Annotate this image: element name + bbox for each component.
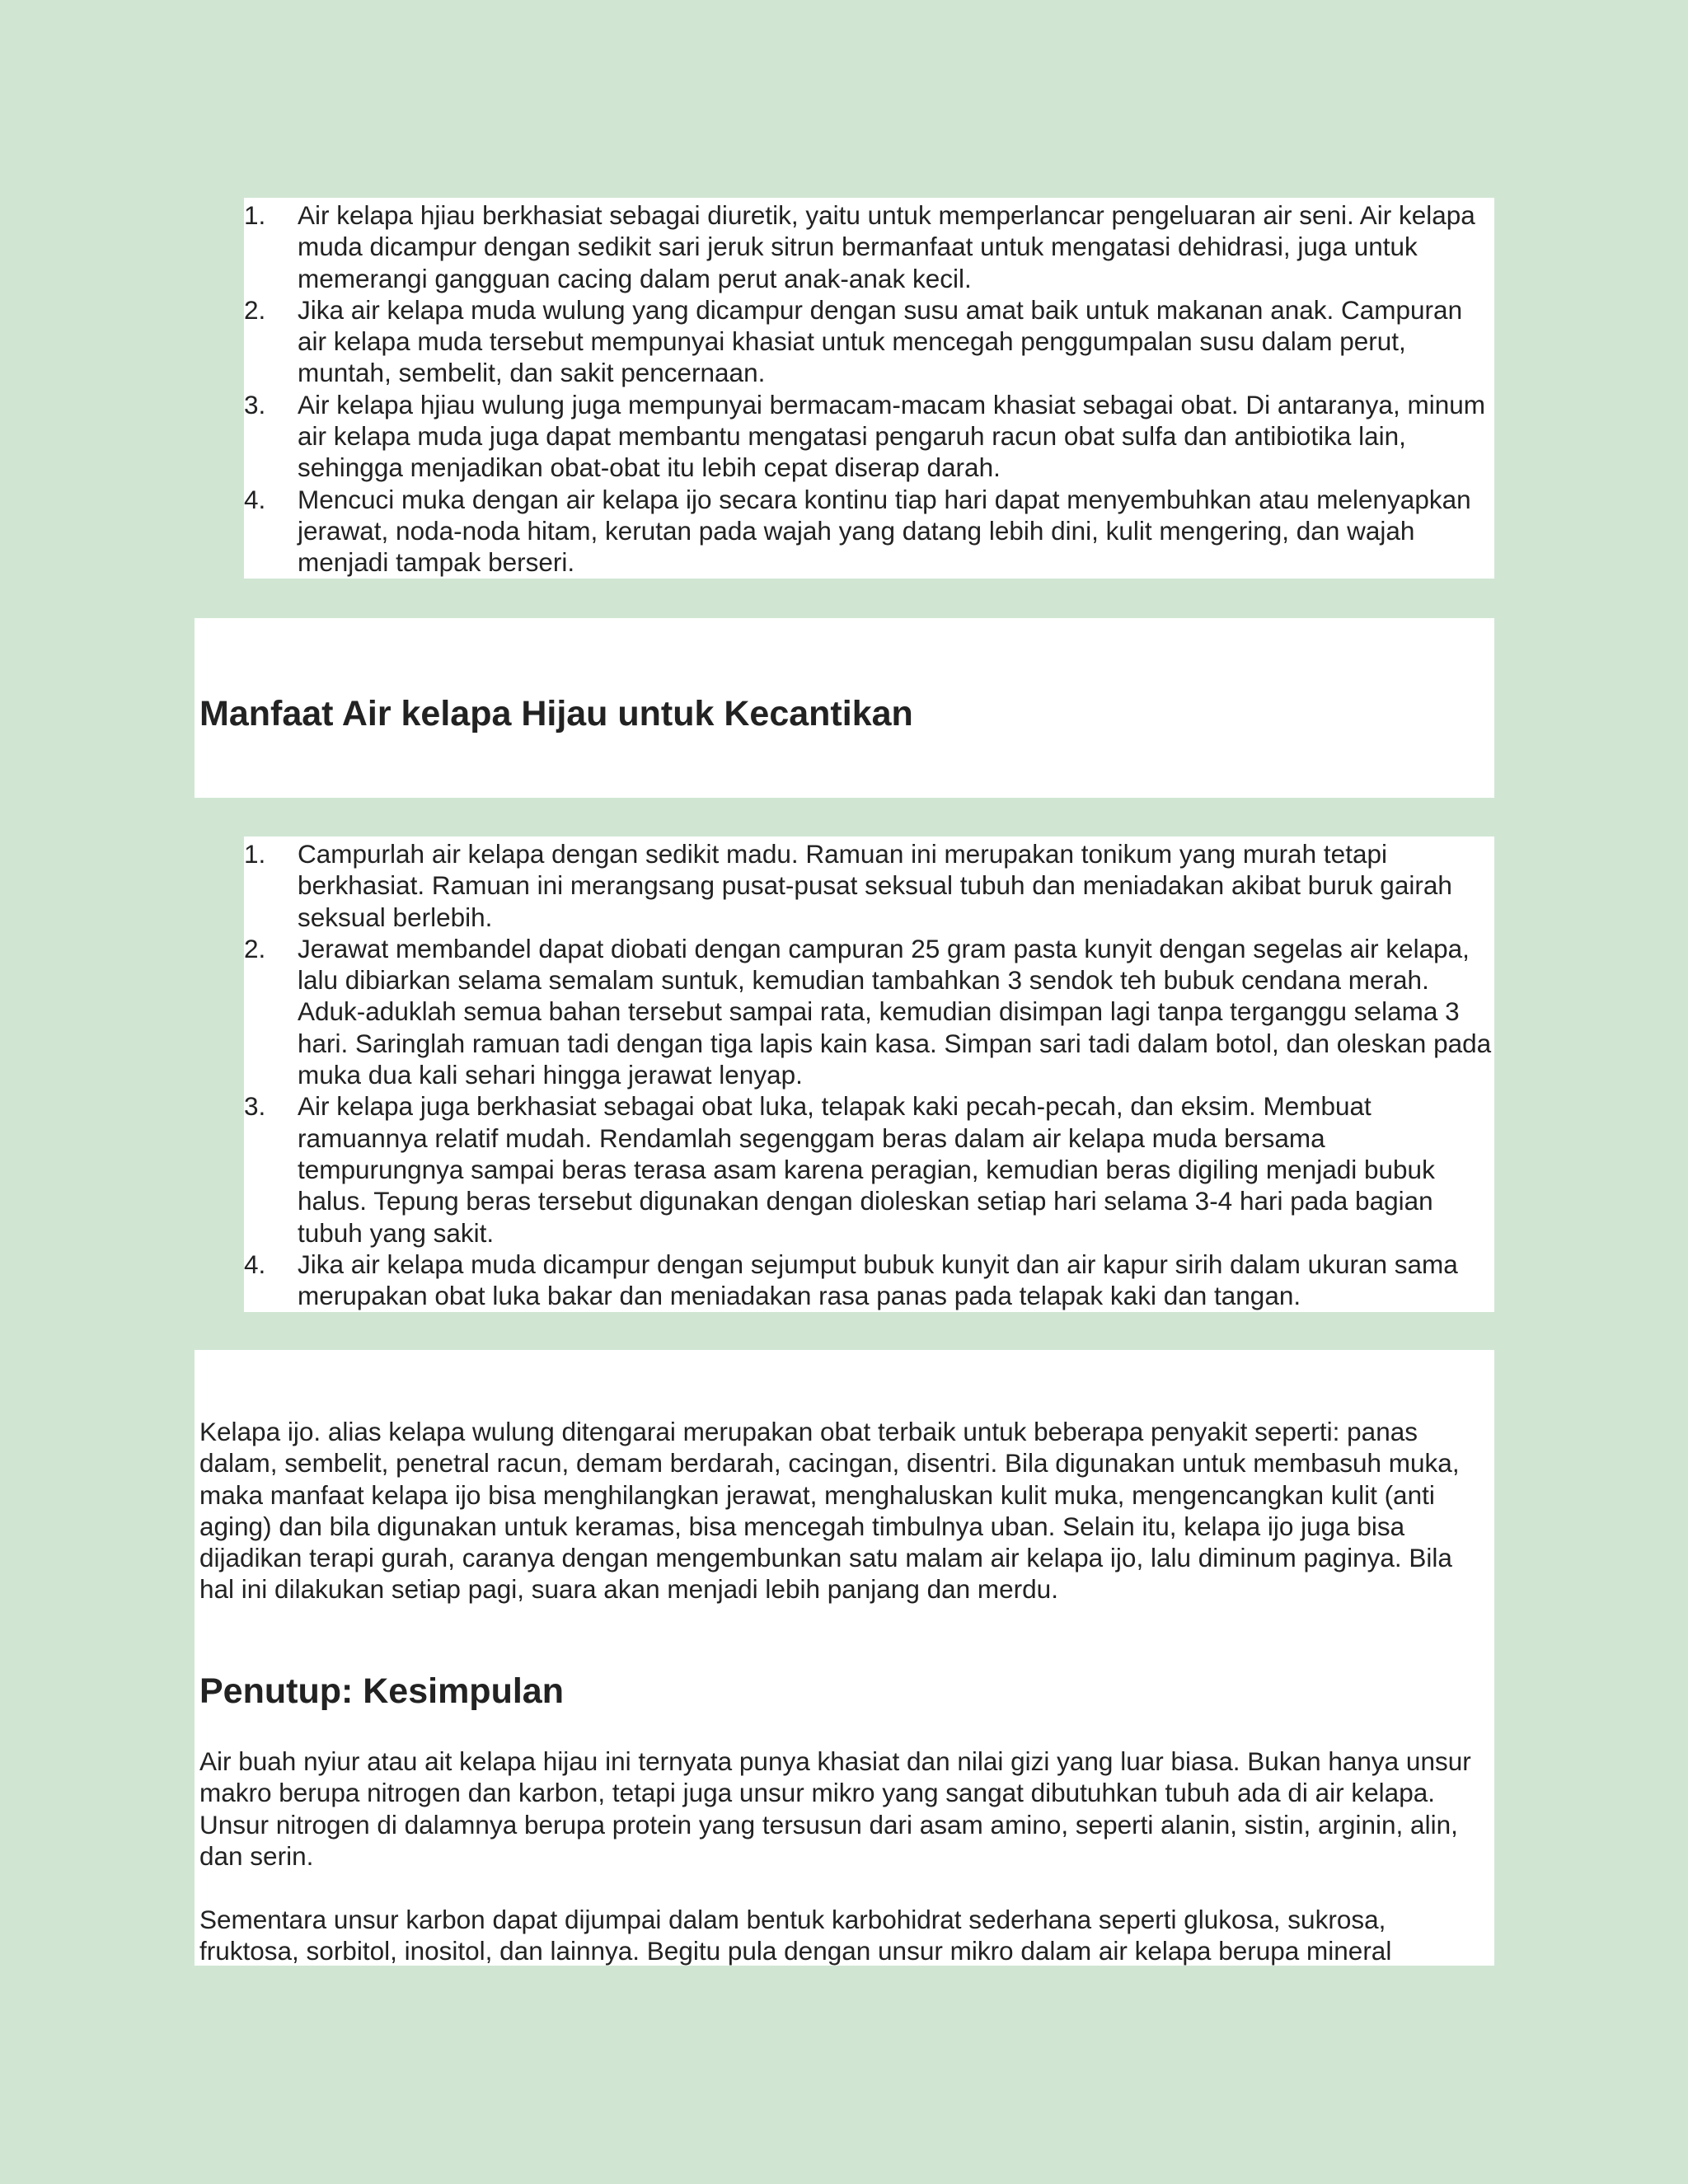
paragraph: Sementara unsur karbon dapat dijumpai dalam bentuk karbohidrat sederhana seperti glukosa, sukrosa, fruktosa, sorbitol, inositol, dan lainnya. Begitu pula dengan unsur mikro dalam air kelapa berupa mineral bbox=[199, 1905, 1392, 1966]
list-item-text: Campurlah air kelapa dengan sedikit madu. Ramuan ini merupakan tonikum yang murah tetapi berkhasiat. Ramuan ini merangsang pusat-pusat seksual tubuh dan meniadakan akibat buruk gairah seksual berlebih. bbox=[298, 839, 1452, 932]
list-item-number: 4. bbox=[244, 1249, 266, 1279]
list-item bbox=[244, 1090, 1494, 1248]
list-item-text: Jika air kelapa muda wulung yang dicampur dengan susu amat baik untuk makanan anak. Campuran air kelapa muda tersebut mempunyai khasiat untuk mencegah penggumpalan susu dalam perut, muntah, sembelit, dan sakit pencernaan. bbox=[298, 294, 1463, 388]
list-item bbox=[244, 199, 1494, 294]
list-item-text: Mencuci muka dengan air kelapa ijo secara kontinu tiap hari dapat menyembuhkan atau melenyapkan jerawat, noda-noda hitam, kerutan pada wajah yang datang lebih dini, kulit mengering, dan wajah menjadi tampak berseri. bbox=[298, 484, 1471, 578]
list-item-number: 2. bbox=[244, 933, 266, 963]
list-item bbox=[244, 294, 1494, 389]
section-heading: Manfaat Air kelapa Hijau untuk Kecantikan bbox=[199, 694, 913, 733]
list-item-number: 2. bbox=[244, 294, 266, 325]
list-item bbox=[244, 838, 1494, 933]
list-item-text: Jerawat membandel dapat diobati dengan campuran 25 gram pasta kunyit dengan segelas air kelapa, lalu dibiarkan selama semalam suntuk, kemudian tambahkan 3 sendok teh bubuk cendana merah. Aduk-aduklah semua bahan tersebut sampai rata, kemudian disimpan lagi tanpa terganggu selama 3 hari. Saringlah ramuan tadi dengan tiga lapis kain kasa. Simpan sari tadi dalam botol, dan oleskan pada muka dua kali sehari hingga jerawat lenyap. bbox=[298, 933, 1492, 1090]
list-item bbox=[244, 1249, 1494, 1312]
list-item bbox=[244, 389, 1494, 484]
health-benefits-list bbox=[244, 198, 1494, 579]
beauty-benefits-list bbox=[244, 837, 1494, 1312]
list-item-number: 1. bbox=[244, 839, 266, 869]
list-item-number: 1. bbox=[244, 200, 266, 230]
list-item-number: 3. bbox=[244, 389, 266, 419]
list-item-text: Jika air kelapa muda dicampur dengan sejumput bubuk kunyit dan air kapur sirih dalam ukuran sama merupakan obat luka bakar dan meniadakan rasa panas pada telapak kaki dan tangan. bbox=[298, 1249, 1458, 1311]
list-item-text: Air kelapa hjiau berkhasiat sebagai diuretik, yaitu untuk memperlancar pengeluaran air seni. Air kelapa muda dicampur dengan sedikit sari jeruk sitrun bermanfaat untuk mengatasi dehidrasi, juga untuk memerangi gangguan cacing dalam perut anak-anak kecil. bbox=[298, 200, 1475, 293]
list-item-text: Air kelapa hjiau wulung juga mempunyai bermacam-macam khasiat sebagai obat. Di antaranya, minum air kelapa muda juga dapat membantu mengatasi pengaruh racun obat sulfa dan antibiotika lain, sehingga menjadikan obat-obat itu lebih cepat diserap darah. bbox=[298, 389, 1485, 483]
paragraph: Kelapa ijo. alias kelapa wulung ditengarai merupakan obat terbaik untuk beberapa penyakit seperti: panas dalam, sembelit, penetral racun, demam berdarah, cacingan, disentri. Bila digunakan untuk membasuh muka, maka manfaat kelapa ijo bisa menghilangkan jerawat, menghaluskan kulit muka, mengencangkan kulit (anti aging) dan bila digunakan untuk keramas, bisa mencegah timbulnya uban. Selain itu, kelapa ijo juga bisa dijadikan terapi gurah, caranya dengan mengembunkan satu malam air kelapa ijo, lalu diminum paginya. Bila hal ini dilakukan setiap pagi, suara akan menjadi lebih panjang dan merdu. bbox=[199, 1417, 1460, 1605]
paragraph: Air buah nyiur atau ait kelapa hijau ini ternyata punya khasiat dan nilai gizi yang luar biasa. Bukan hanya unsur makro berupa nitrogen dan karbon, tetapi juga unsur mikro yang sangat dibutuhkan tubuh ada di air kelapa. Unsur nitrogen di dalamnya berupa protein yang tersusun dari asam amino, seperti alanin, sistin, arginin, alin, dan serin. bbox=[199, 1746, 1471, 1871]
list-item bbox=[244, 933, 1494, 1090]
section-heading-block bbox=[195, 618, 1494, 798]
list-item-text: Air kelapa juga berkhasiat sebagai obat luka, telapak kaki pecah-pecah, dan eksim. Membuat ramuannya relatif mudah. Rendamlah segenggam beras dalam air kelapa muda bersama tempurungnya sampai beras terasa asam karena peragian, kemudian beras digiling menjadi bubuk halus. Tepung beras tersebut digunakan dengan dioleskan setiap hari selama 3-4 hari pada bagian tubuh yang sakit. bbox=[298, 1091, 1435, 1248]
list-item-number: 4. bbox=[244, 484, 266, 514]
list-item bbox=[244, 484, 1494, 579]
conclusion-heading: Penutup: Kesimpulan bbox=[199, 1671, 564, 1711]
list-item-number: 3. bbox=[244, 1091, 266, 1122]
article-text-block bbox=[195, 1350, 1494, 1966]
